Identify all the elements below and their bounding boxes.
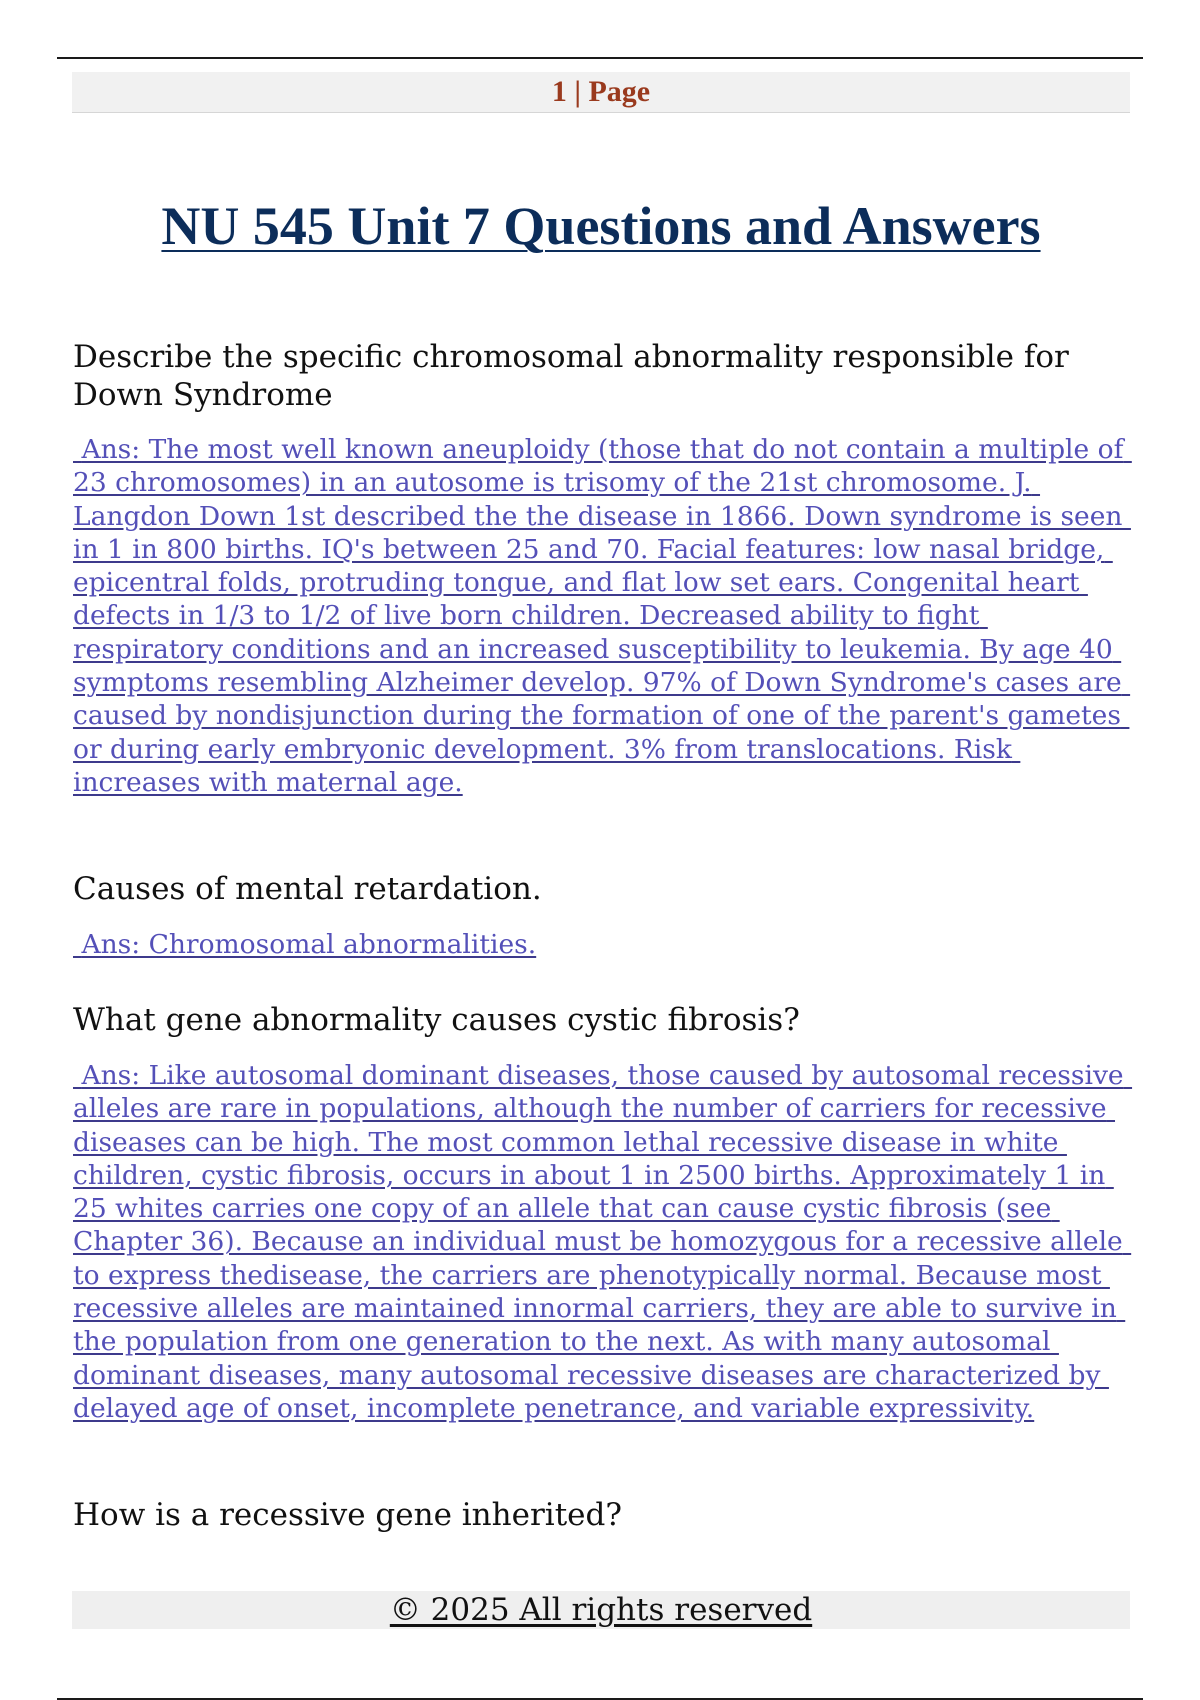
copyright-text: © 2025 All rights reserved [389, 1592, 813, 1628]
page-number-label: 1 | Page [551, 75, 651, 108]
question-3: What gene abnormality causes cystic fibrosis? [73, 1002, 800, 1038]
document-title: NU 545 Unit 7 Questions and Answers [161, 196, 1041, 256]
question-1: Describe the specific chromosomal abnormality responsible for Down Syndrome [73, 339, 1069, 413]
answer-2-link[interactable]: Ans: Chromosomal abnormalities. [73, 929, 537, 960]
question-2: Causes of mental retardation. [73, 871, 542, 907]
answer-1-link[interactable]: Ans: The most well known aneuploidy (those that do not contain a multiple of 23 chromosomes) in an autosome is trisomy of the 21st chromosome. J. Langdon Down 1st described the the disease in 1866. Down syndrome is seen in 1 in 800 births. IQ's between 25 and 70. Facial features: low nasal bridge, epicentral folds, protruding tongue, and flat low set ears. Congenital heart defects in 1/3 to 1/2 of live born children. Decreased ability to fight respiratory conditions and an increased susceptibility to leukemia. By age 40 symptoms resembling Alzheimer develop. 97% of Down Syndrome's cases are caused by nondisjunction during the formation of one of the parent's gametes or during early embryonic development. 3% from translocations. Risk increases with maternal age. [73, 434, 1132, 798]
page-header [72, 72, 1130, 113]
page-footer [72, 1591, 1130, 1629]
question-4: How is a recessive gene inherited? [73, 1497, 622, 1533]
top-divider [57, 57, 1143, 59]
answer-3-link[interactable]: Ans: Like autosomal dominant diseases, those caused by autosomal recessive alleles are rare in populations, although the number of carriers for recessive diseases can be high. The most common lethal recessive disease in white children, cystic fibrosis, occurs in about 1 in 2500 births. Approximately 1 in 25 whites carries one copy of an allele that can cause cystic fibrosis (see Chapter 36). Because an individual must be homozygous for a recessive allele to express thedisease, the carriers are phenotypically normal. Because most recessive alleles are maintained innormal carriers, they are able to survive in the population from one generation to the next. As with many autosomal dominant diseases, many autosomal recessive diseases are characterized by delayed age of onset, incomplete penetrance, and variable expressivity. [73, 1060, 1133, 1424]
